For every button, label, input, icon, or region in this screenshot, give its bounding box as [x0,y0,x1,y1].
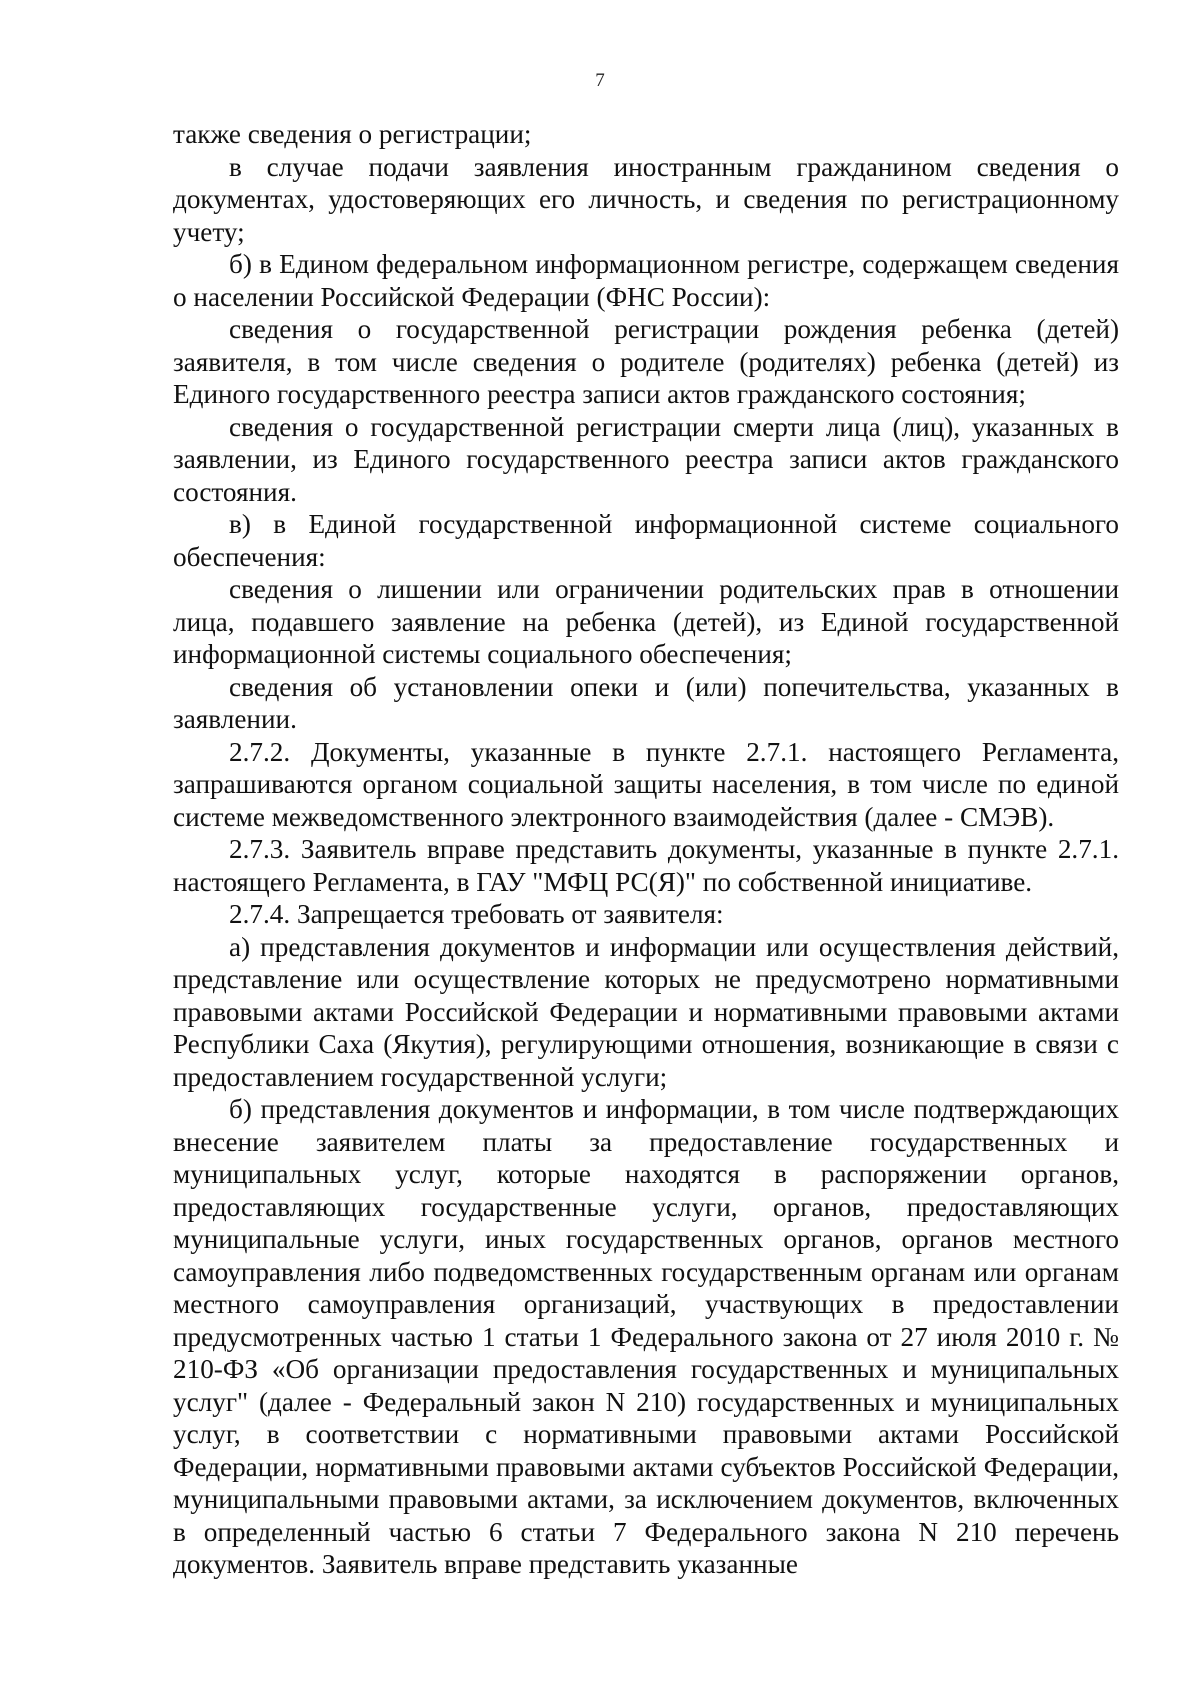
document-body [173,118,1119,1581]
paragraph: сведения о государственной регистрации рождения ребенка (детей) заявителя, в том числе сведения о родителе (родителях) ребенка (детей) из Единого государственного реестра записи актов гражданского состояния; [173,314,1119,409]
paragraph: также сведения о регистрации; [173,119,532,149]
paragraph: 2.7.3. Заявитель вправе представить документы, указанные в пункте 2.7.1. настоящего Регламента, в ГАУ "МФЦ РС(Я)" по собственной инициативе. [173,834,1119,897]
page-number: 7 [595,70,605,91]
paragraph: 2.7.2. Документы, указанные в пункте 2.7.1. настоящего Регламента, запрашиваются органом социальной защиты населения, в том числе по единой системе межведомственного электронного взаимодействия (далее - СМЭВ). [173,736,1119,832]
paragraph: в) в Единой государственной информационной системе социального обеспечения: [173,509,1119,572]
paragraph: в случае подачи заявления иностранным гражданином сведения о документах, удостоверяющих его личность, и сведения по регистрационному учету; [173,151,1119,247]
paragraph: а) представления документов и информации или осуществления действий, представление или осуществление которых не предусмотрено нормативными правовыми актами Российской Федерации и нормативными правовыми актами Республики Саха (Якутия), регулирующими отношения, возникающие в связи с предоставлением государственной услуги; [173,931,1119,1092]
paragraph: б) представления документов и информации, в том числе подтверждающих внесение заявителем платы за предоставление государственных и муниципальных услуг, которые находятся в распоряжении органов, предоставляющих государственные услуги, органов, предоставляющих муниципальные услуги, иных государственных органов, органов местного самоуправления либо подведомственных государственным органам или органам местного самоуправления организаций, участвующих в предоставлении предусмотренных частью 1 статьи 1 Федерального закона от 27 июля 2010 г. № 210-ФЗ «Об организации предоставления государственных и муниципальных услуг" (далее - Федеральный закон N 210) государственных и муниципальных услуг, в соответствии с нормативными правовыми актами Российской Федерации, нормативными правовыми актами субъектов Российской Федерации, муниципальными правовыми актами, за исключением документов, включенных в определенный частью 6 статьи 7 Федерального закона N 210 перечень документов. Заявитель вправе представить указанные [173,1094,1119,1579]
paragraph: 2.7.4. Запрещается требовать от заявителя: [229,899,724,929]
paragraph: сведения об установлении опеки и (или) попечительства, указанных в заявлении. [173,671,1119,734]
paragraph: б) в Едином федеральном информационном регистре, содержащем сведения о населении Российской Федерации (ФНС России): [173,249,1119,312]
paragraph: сведения о лишении или ограничении родительских прав в отношении лица, подавшего заявление на ребенка (детей), из Единой государственной информационной системы социального обеспечения; [173,574,1119,669]
paragraph: сведения о государственной регистрации смерти лица (лиц), указанных в заявлении, из Единого государственного реестра записи актов гражданского состояния. [173,411,1119,507]
